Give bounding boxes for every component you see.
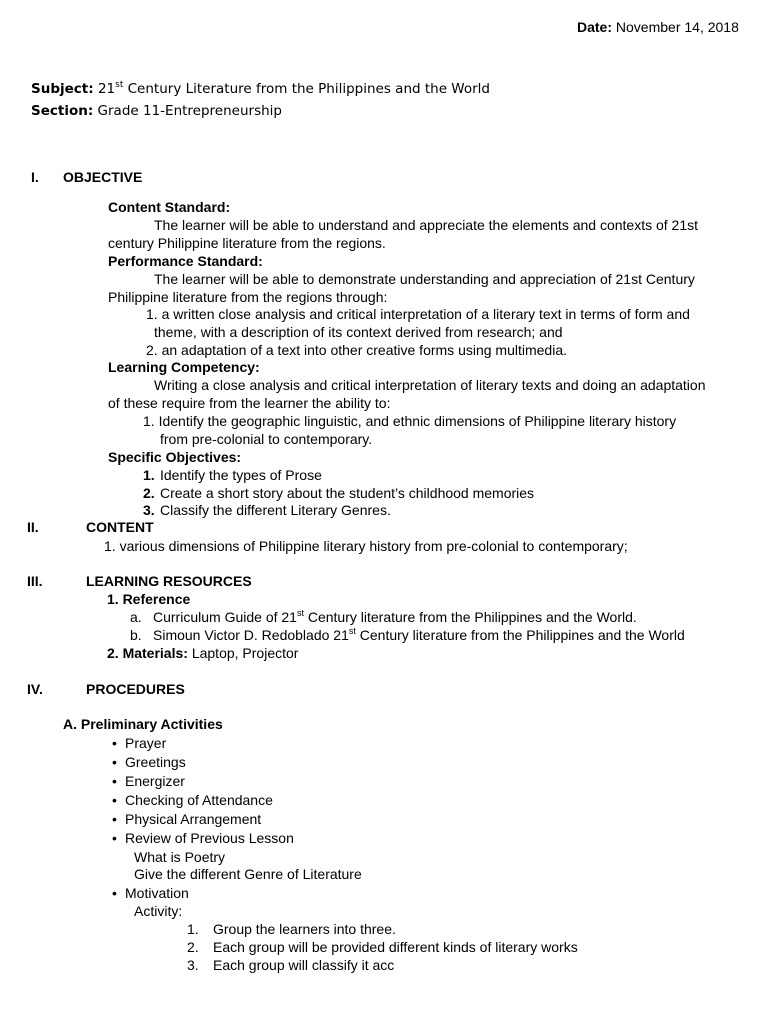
- date-value: November 14, 2018: [615, 19, 739, 35]
- performance-item1-line1: 1. a written close analysis and critical interpretation of a literary text in terms of form and: [146, 306, 690, 322]
- section-value: Grade 11-Entrepreneurship: [97, 103, 282, 119]
- content-heading: CONTENT: [86, 519, 154, 535]
- specific-objective-num: 1.: [143, 467, 155, 483]
- resources-numeral: III.: [27, 573, 43, 589]
- subject-line: [31, 80, 490, 98]
- subject-text-sup: st: [115, 80, 124, 90]
- learning-competency-line1: Writing a close analysis and critical interpretation of literary texts and doing an adaptation: [154, 377, 706, 393]
- performance-standard-line1: The learner will be able to demonstrate understanding and appreciation of 21st Century: [154, 271, 695, 287]
- content-numeral: II.: [27, 519, 39, 535]
- list-item: • Motivation: [125, 884, 189, 902]
- activity-item-num: 1.: [187, 921, 199, 937]
- learning-competency-line2: of these require from the learner the ability to:: [108, 395, 391, 411]
- reference-a-pre: Curriculum Guide of 21: [153, 609, 297, 625]
- review-item: What is Poetry: [134, 849, 226, 865]
- specific-objective-text: Create a short story about the student’s childhood memories: [160, 485, 535, 501]
- specific-objective-text: Classify the different Literary Genres.: [160, 502, 391, 518]
- performance-item2: 2. an adaptation of a text into other creative forms using multimedia.: [146, 342, 568, 358]
- date-line: [577, 18, 739, 36]
- reference-a-marker: a.: [130, 609, 142, 625]
- specific-objective-num: 3.: [143, 502, 155, 518]
- list-item: • Checking of Attendance: [125, 791, 273, 809]
- reference-b-sup: st: [348, 626, 356, 636]
- activity-item-text: Group the learners into three.: [213, 921, 396, 937]
- objective-numeral: I.: [31, 169, 39, 185]
- learning-competency-item1-line1: 1. Identify the geographic linguistic, and ethnic dimensions of Philippine literary history: [143, 413, 677, 429]
- performance-item1-line2: theme, with a description of its context derived from research; and: [154, 324, 563, 340]
- reference-b-pre: Simoun Victor D. Redoblado 21: [153, 627, 349, 643]
- list-item: • Greetings: [125, 753, 186, 771]
- learning-competency-label: Learning Competency:: [108, 359, 260, 375]
- list-item: • Review of Previous Lesson: [125, 829, 294, 847]
- specific-objective-text: Identify the types of Prose: [160, 467, 322, 483]
- activity-item-num: 3.: [187, 957, 199, 973]
- objective-heading: OBJECTIVE: [63, 169, 143, 185]
- list-item: • Physical Arrangement: [125, 810, 261, 828]
- reference-a-rest: Century literature from the Philippines and the World.: [303, 609, 637, 625]
- review-item: Give the different Genre of Literature: [134, 866, 362, 882]
- subject-text-pre: 21: [97, 81, 116, 97]
- section-line: [31, 102, 282, 120]
- performance-standard-line2: Philippine literature from the regions through:: [108, 289, 388, 305]
- preliminary-activities-label: A. Preliminary Activities: [63, 716, 223, 732]
- learning-competency-item1-line2: from pre-colonial to contemporary.: [160, 431, 373, 447]
- reference-b-rest: Century literature from the Philippines and the World: [355, 627, 685, 643]
- reference-b-marker: b.: [130, 627, 142, 643]
- activity-item-text: Each group will classify it acc: [213, 957, 395, 973]
- materials-value: Laptop, Projector: [187, 645, 299, 661]
- date-label: Date:: [577, 19, 613, 35]
- procedures-numeral: IV.: [27, 681, 43, 697]
- materials-line: [107, 644, 298, 662]
- reference-a-sup: st: [296, 608, 304, 618]
- list-item: • Prayer: [125, 734, 166, 752]
- content-item: 1. various dimensions of Philippine literary history from pre-colonial to contemporary;: [104, 538, 628, 554]
- activity-label: Activity:: [134, 903, 183, 919]
- specific-objectives-label: Specific Objectives:: [108, 449, 242, 465]
- activity-item-num: 2.: [187, 939, 199, 955]
- reference-b: [153, 626, 685, 644]
- procedures-heading: PROCEDURES: [86, 681, 185, 697]
- content-standard-line2: century Philippine literature from the regions.: [108, 235, 386, 251]
- subject-label: Subject:: [31, 81, 94, 97]
- content-standard-label: Content Standard:: [108, 199, 231, 215]
- section-label: Section:: [31, 103, 94, 119]
- materials-label: 2. Materials:: [107, 645, 188, 661]
- reference-a: [153, 608, 637, 626]
- activity-item-text: Each group will be provided different kinds of literary works: [213, 939, 578, 955]
- subject-text-rest: Century Literature from the Philippines and the World: [123, 81, 490, 97]
- list-item: • Energizer: [125, 772, 185, 790]
- specific-objective-num: 2.: [143, 485, 155, 501]
- reference-label: 1. Reference: [107, 591, 191, 607]
- content-standard-line1: The learner will be able to understand and appreciate the elements and contexts of 21st: [154, 217, 699, 233]
- performance-standard-label: Performance Standard:: [108, 253, 263, 269]
- resources-heading: LEARNING RESOURCES: [86, 573, 252, 589]
